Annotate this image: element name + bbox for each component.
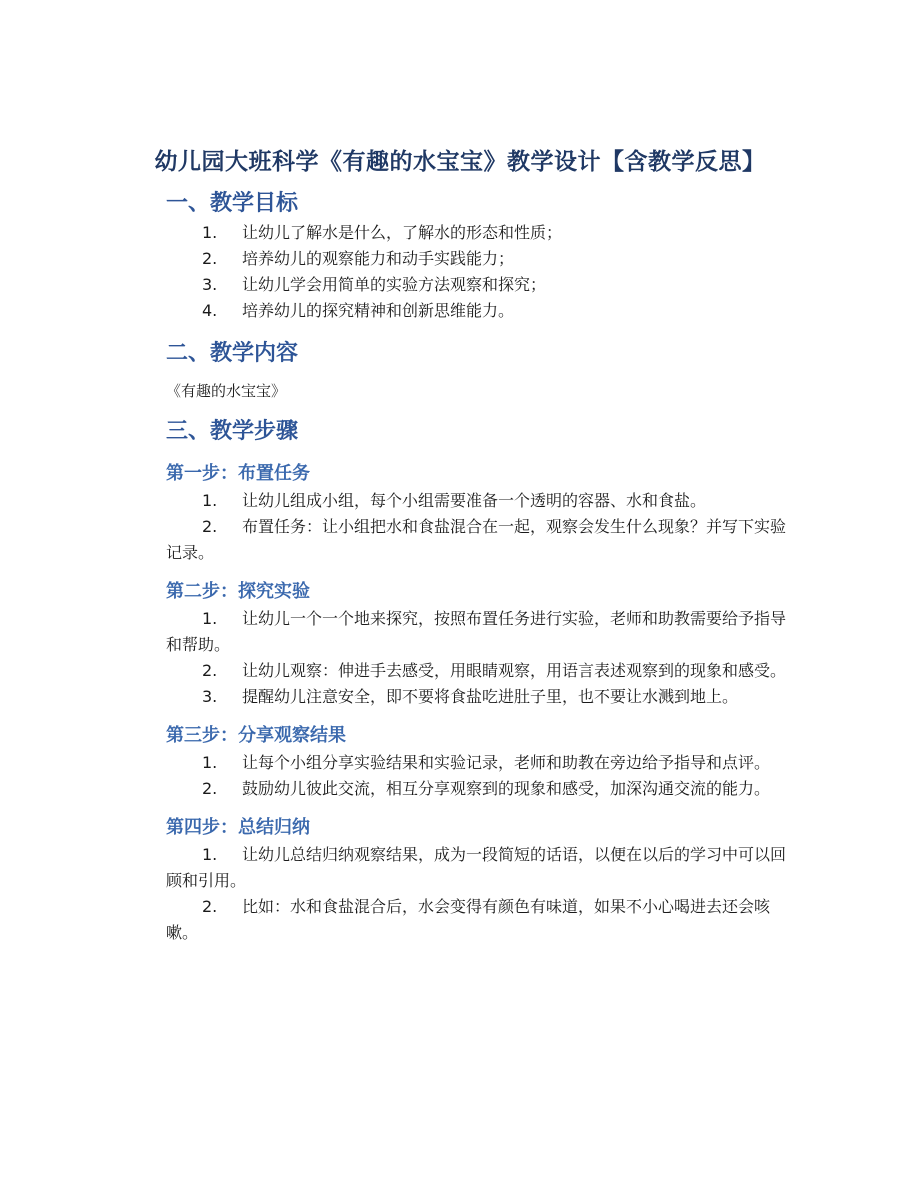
list-text: 让幼儿了解水是什么，了解水的形态和性质； [242, 223, 563, 242]
step-heading-4: 第四步：总结归纳 [166, 817, 310, 838]
list-number: 4. [202, 301, 218, 320]
list-item [166, 246, 788, 272]
list-text: 提醒幼儿注意安全，即不要将食盐吃进肚子里，也不要让水溅到地上。 [242, 687, 739, 706]
list-text: 让幼儿一个一个地来探究，按照布置任务进行实验，老师和助教需要给予指导和帮助。 [166, 609, 787, 654]
step-heading-1: 第一步：布置任务 [166, 463, 310, 484]
section-heading-goals: 一、教学目标 [166, 191, 299, 216]
list-item [166, 658, 788, 684]
list-text: 让幼儿总结归纳观察结果，成为一段简短的话语，以便在以后的学习中可以回顾和引用。 [166, 845, 787, 890]
list-text: 让每个小组分享实验结果和实验记录，老师和助教在旁边给予指导和点评。 [242, 753, 771, 772]
list-text: 布置任务：让小组把水和食盐混合在一起，观察会发生什么现象？并写下实验记录。 [166, 517, 787, 562]
list-text: 让幼儿组成小组，每个小组需要准备一个透明的容器、水和食盐。 [242, 491, 707, 510]
list-number: 1. [202, 491, 218, 510]
list-item [166, 272, 788, 298]
list-number: 3. [202, 275, 218, 294]
step2-list [166, 606, 788, 710]
list-number: 2. [202, 897, 218, 916]
list-number: 2. [202, 779, 218, 798]
step1-list [166, 488, 788, 566]
list-number: 1. [202, 609, 218, 628]
list-item [166, 220, 788, 246]
list-number: 1. [202, 223, 218, 242]
list-text: 让幼儿观察：伸进手去感受，用眼睛观察，用语言表述观察到的现象和感受。 [242, 661, 787, 680]
section-heading-content: 二、教学内容 [166, 341, 299, 366]
list-number: 3. [202, 687, 218, 706]
step-heading-2: 第二步：探究实验 [166, 581, 310, 602]
step-heading-3: 第三步：分享观察结果 [166, 725, 346, 746]
list-text: 培养幼儿的探究精神和创新思维能力。 [242, 301, 515, 320]
list-item [166, 298, 788, 324]
list-item [166, 606, 788, 658]
goals-list [166, 220, 788, 324]
list-text: 比如：水和食盐混合后，水会变得有颜色有味道，如果不小心喝进去还会咳嗽。 [166, 897, 771, 942]
list-number: 1. [202, 753, 218, 772]
list-text: 培养幼儿的观察能力和动手实践能力； [242, 249, 515, 268]
step4-list [166, 842, 788, 946]
list-item [166, 514, 788, 566]
list-text: 让幼儿学会用简单的实验方法观察和探究； [242, 275, 547, 294]
list-number: 1. [202, 845, 218, 864]
step3-list [166, 750, 788, 802]
list-item [166, 488, 788, 514]
list-text: 鼓励幼儿彼此交流，相互分享观察到的现象和感受，加深沟通交流的能力。 [242, 779, 771, 798]
list-number: 2. [202, 249, 218, 268]
list-item [166, 684, 788, 710]
content-text: 《有趣的水宝宝》 [166, 382, 287, 400]
list-number: 2. [202, 661, 218, 680]
list-item [166, 894, 788, 946]
list-number: 2. [202, 517, 218, 536]
document-title: 幼儿园大班科学《有趣的水宝宝》教学设计【含教学反思】 [154, 149, 766, 175]
document-body [166, 188, 788, 946]
list-item [166, 750, 788, 776]
section-heading-steps: 三、教学步骤 [166, 419, 299, 444]
list-item [166, 842, 788, 894]
list-item [166, 776, 788, 802]
